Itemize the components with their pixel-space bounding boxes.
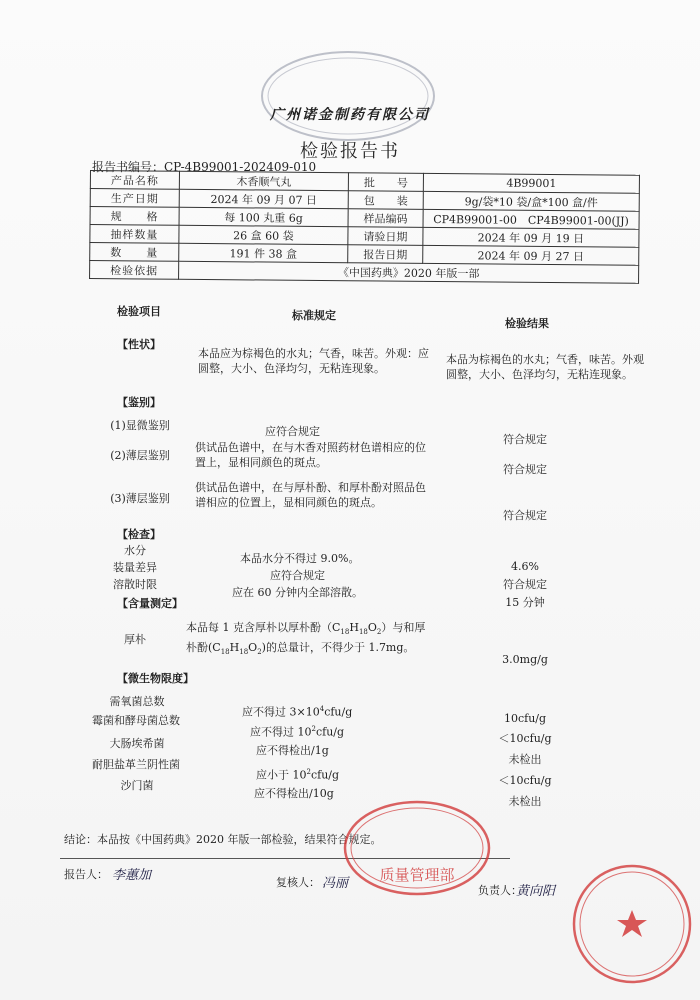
jb2-result: 符合规定	[503, 463, 547, 476]
dissolution-standard: 应在 60 分钟内全部溶散。	[232, 586, 363, 599]
bile-standard: 应小于 $10^2cfu/g$	[256, 768, 340, 782]
xingzhuang-result: 本品为棕褐色的水丸；气香，味苦。外观圆整，大小、色泽均匀，无粘连现象。	[446, 353, 644, 381]
salmonella-result: 未检出	[508, 795, 542, 808]
label-batch: 批 号	[348, 173, 423, 192]
item-salmonella: 沙门菌	[120, 779, 154, 792]
item-bile-tolerant: 耐胆盐革兰阴性菌	[92, 758, 180, 771]
label-report-date: 报告日期	[348, 245, 423, 264]
item-dissolution: 溶散时限	[113, 578, 157, 591]
ecoli-standard: 应不得检出/1g	[256, 744, 329, 757]
aerobic-result: 10cfu/g	[503, 712, 547, 725]
conclusion: 结论：本品按《中国药典》2020 年版一部检验，结果符合规定。	[64, 833, 382, 846]
top-inspection-stamp	[258, 46, 438, 146]
xingzhuang-standard: 本品应为棕褐色的水丸；气香，味苦。外观：应圆整，大小、色泽均匀，无粘连现象。	[198, 347, 429, 375]
prod-date: 2024 年 09 月 07 日	[179, 189, 348, 208]
section-hanliang: 【含量测定】	[117, 597, 183, 610]
label-quantity: 数 量	[90, 243, 179, 262]
reviewer-signature: 冯丽	[322, 876, 349, 891]
mold-result: ＜10cfu/g	[498, 732, 552, 745]
svg-text:质量管理部: 质量管理部	[379, 866, 455, 884]
section-xingzhuang: 【性状】	[117, 338, 161, 351]
pack: 9g/袋*10 袋/盒*100 盒/件	[423, 191, 639, 211]
dissolution-result: 15 分钟	[505, 596, 545, 609]
product-name: 木香顺气丸	[179, 171, 348, 190]
label-product-name: 产品名称	[90, 171, 179, 190]
basis: 《中国药典》2020 年版一部	[179, 261, 639, 283]
report-number: 报告书编号：CP-4B99001-202409-010	[92, 160, 317, 174]
item-mold: 霉菌和酵母菌总数	[92, 714, 180, 727]
item-aerobic: 需氧菌总数	[109, 695, 165, 708]
bile-result: ＜10cfu/g	[498, 774, 552, 787]
label-spec: 规 格	[90, 207, 179, 226]
mold-standard: 应不得过 $10^2cfu/g$	[250, 725, 345, 739]
label-request-date: 请验日期	[348, 227, 423, 246]
aerobic-standard: 应不得过 $3\times 10^4cfu/g$	[242, 705, 353, 719]
label-pack: 包 装	[348, 191, 423, 210]
jb3-result: 符合规定	[503, 509, 547, 522]
responsible-signature: 黄向阳	[516, 884, 556, 899]
sample-qty: 26 盒 60 袋	[179, 225, 348, 244]
jb3-standard: 供试品色谱中，在与厚朴酚、和厚朴酚对照品色谱相应的位置上，显相同颜色的斑点。	[195, 481, 426, 509]
sample-code: CP4B99001-00 CP4B99001-00(JJ)	[423, 209, 639, 229]
item-jb2: (2)薄层鉴别	[110, 449, 170, 462]
water-result: 4.6%	[511, 560, 539, 573]
ecoli-result: 未检出	[508, 753, 542, 766]
item-weight-variation: 装量差异	[113, 561, 157, 574]
report-title: 检验报告书	[300, 141, 400, 162]
jb1-result: 符合规定	[503, 433, 547, 446]
section-jiancha: 【检查】	[117, 528, 161, 541]
col-item: 检验项目	[117, 305, 161, 318]
section-weishengwu: 【微生物限度】	[117, 672, 194, 685]
qa-department-stamp	[342, 798, 492, 898]
weight-standard: 应符合规定	[270, 569, 325, 582]
report-date: 2024 年 09 月 27 日	[423, 245, 639, 265]
company-name: 广州诺金制药有限公司	[270, 107, 430, 123]
item-jb3: (3)薄层鉴别	[110, 492, 170, 505]
jb2-standard: 供试品色谱中，在与木香对照药材色谱相应的位置上，显相同颜色的斑点。	[195, 441, 426, 469]
houpu-result: 3.0mg/g	[502, 653, 548, 666]
weight-result: 符合规定	[503, 578, 547, 591]
responsible-label: 负责人：	[478, 884, 522, 897]
item-water: 水分	[124, 544, 146, 557]
reporter-label: 报告人：	[64, 868, 108, 881]
label-basis: 检验依据	[90, 261, 179, 280]
label-prod-date: 生产日期	[90, 189, 179, 208]
label-sample-qty: 抽样数量	[90, 225, 179, 244]
col-result: 检验结果	[505, 317, 549, 330]
info-table	[89, 170, 640, 284]
item-jb1: (1)显微鉴别	[110, 419, 170, 432]
jb1-standard: 应符合规定	[265, 425, 320, 438]
partner-qa-stamp	[570, 862, 695, 987]
water-standard: 本品水分不得过 9.0%。	[240, 552, 360, 565]
salmonella-standard: 应不得检出/10g	[254, 787, 334, 800]
col-standard: 标准规定	[292, 309, 336, 322]
section-jianbie: 【鉴别】	[117, 396, 161, 409]
reporter-signature: 李蕙加	[112, 868, 152, 883]
reviewer-label: 复核人：	[276, 876, 320, 889]
request-date: 2024 年 09 月 19 日	[423, 227, 639, 247]
spec: 每 100 丸重 6g	[179, 207, 348, 226]
batch-no: 4B99001	[423, 173, 639, 193]
label-sample-code: 样品编码	[348, 209, 423, 228]
item-houpu: 厚朴	[124, 633, 146, 646]
houpu-standard: 本品每 1 克含厚朴以厚朴酚$(C_{18}H_{18}O_2)$与和厚朴酚$(C_{18}H_{18}O_2)$的总量计，不得少于 1.7mg。	[186, 621, 426, 657]
item-ecoli: 大肠埃希菌	[109, 737, 165, 750]
quantity: 191 件 38 盒	[179, 243, 348, 262]
